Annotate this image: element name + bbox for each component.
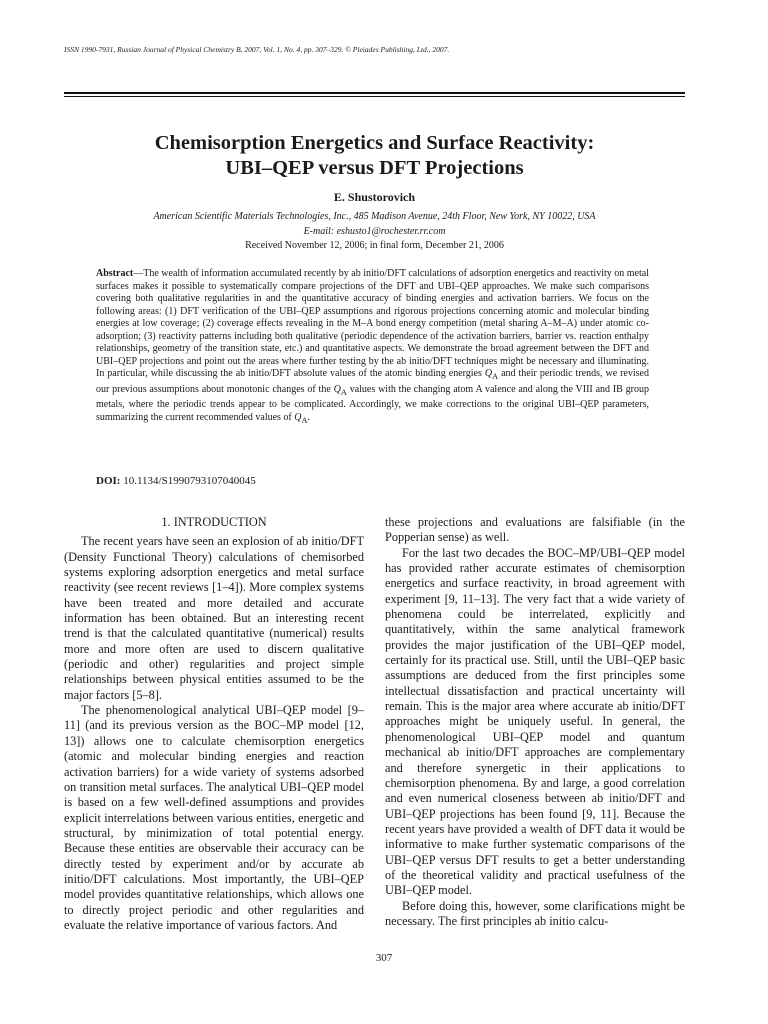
section-heading: 1. INTRODUCTION	[161, 515, 267, 529]
page-number: 307	[375, 952, 393, 964]
paragraph: these projections and evaluations are falsifiable (in the Popperian sense) as well.	[385, 515, 685, 545]
subscript-a: A	[301, 416, 308, 426]
journal-citation: ISSN 1990-7931, Russian Journal of Physical Chemistry B, 2007, Vol. 1, No. 4, pp. 307–329. © Pleiades Publishing, Ltd., 2007.	[64, 45, 450, 54]
title-line-1: Chemisorption Energetics and Surface Reactivity:	[154, 132, 595, 154]
abstract-label: Abstract	[96, 268, 134, 279]
paragraph: The recent years have seen an explosion of ab initio/DFT (Density Functional Theory) calculations of chemisorbed systems exploring adsorption energetics and metal surface reactivity (see recent reviews [1–4]). More complex systems have been treated and more detailed and accurate information has been obtained. But an interesting recent trend is that the calculated quantitative (numerical) results more and more often are used to discern qualitative (periodic and other) regularities and project simple relationships between physical entities assumed to be the major factors [5–8].	[64, 534, 364, 702]
doi-label: DOI:	[96, 475, 121, 487]
abstract-text-3: values with the changing atom A valence and along the VIII and IB group metals, where the periodic trends appear to be complicated. Accordingly, we make corrections to the original UBI–QEP parameters, summarizing the current recommended values of	[96, 383, 649, 424]
header-rule-thick	[64, 92, 685, 94]
symbol-q: Q	[484, 368, 493, 380]
doi-line	[96, 475, 256, 487]
title-line-2: UBI–QEP versus DFT Projections	[225, 157, 524, 179]
abstract	[96, 268, 649, 428]
article-title	[64, 131, 685, 181]
doi-link[interactable]: 10.1134/S1990793107040045	[123, 475, 256, 487]
abstract-dash: —	[133, 268, 144, 279]
right-column	[385, 515, 685, 929]
received-dates: Received November 12, 2006; in final form, December 21, 2006	[245, 240, 504, 251]
affiliation: American Scientific Materials Technologies, Inc., 485 Madison Avenue, 24th Floor, New York, NY 10022, USA	[153, 211, 596, 222]
paragraph: For the last two decades the BOC–MP/UBI–QEP model has provided rather accurate estimates of chemisorption energetics and surface reactivity, in broad agreement with experiment [9, 11–13]. The very fact that a wide variety of phenomena could be interrelated, explicitly and quantitatively, within the same analytical framework provides the major justification of the UBI–QEP model, certainly for its practical use. Still, until the UBI–QEP basic assumptions are deduced from the first principles some intellectual dissatisfaction and practical uncertainty will remain. This is the major area where accurate ab initio/DFT approaches might be uniquely useful. In general, the phenomenological UBI–QEP model and quantum mechanical ab initio/DFT approaches are complementary and therefore synergetic in their applications to chemisorption phenomena. By and large, a good correlation and even numerical closeness between ab initio/DFT and UBI–QEP projections has been found [9, 11]. Because the recent years have provided a wealth of DFT data it would be informative to make further systematic comparisons of the UBI–QEP versus DFT results to get a better understanding of the theoretical validity and practical usefulness of the UBI–QEP model.	[385, 545, 685, 898]
paragraph: Before doing this, however, some clarifications might be necessary. The first principles ab initio calcu-	[385, 898, 685, 928]
author-affiliation-block	[64, 209, 685, 239]
abstract-text-2: and their periodic trends, we revised our previous assumptions about monotonic changes of the	[96, 368, 649, 395]
paragraph: The phenomenological analytical UBI–QEP model [9–11] (and its previous version as the BOC–MP model [12, 13]) allows one to calculate chemisorption energetics (atomic and molecular binding energies and reaction activation barriers) for a wide variety of systems adsorbed on transition metal surfaces. The analytical UBI–QEP model is based on a few well-defined assumptions and provides explicit interrelations between various entities, energetic and structural, by minimization of total potential energy. Because these entities are observable their accuracy can be directly tested by experiment and/or by accurate ab initio/DFT calculations. Most importantly, the UBI–QEP model provides quantitative relationships, which allows one to directly project periodic and other regularities and evaluate the relative importance of various factors. And	[64, 703, 364, 932]
abstract-text-1: The wealth of information accumulated recently by ab initio/DFT calculations of adsorption energetics and reactivity on metal surfaces makes it possible to systematically compare projections of the DFT and UBI–QEP approaches. We make such comparisons covering both qualitative regularities in and the quantitative accuracy of binding energies and activation barriers. We focus on the following areas: (1) DFT verification of the UBI–QEP assumptions and rigorous projections concerning atomic and molecular binding energies at low coverage; (2) coverage effects revealing in the M–A bond energy competition (metal sharing A–M–A) under atomic co-adsorption; (3) reactivity patterns including both qualitative (periodic dependence of the activation barriers, barrier vs. reaction enthalpy relationships, geometry of the transition state, etc.) and quantitative aspects. We demonstrate the broad agreement between the DFT and UBI–QEP projections and point out the areas where further testing by the ab initio/DFT techniques might be necessary and illuminating. In particular, while discussing the ab initio/DFT absolute values of the atomic binding energies	[96, 268, 649, 380]
author-email: E-mail: eshusto1@rochester.rr.com	[303, 226, 446, 237]
abstract-period: .	[307, 412, 311, 424]
subscript-a: A	[340, 387, 347, 397]
subscript-a: A	[492, 372, 499, 382]
header-rule-thin	[64, 96, 685, 97]
symbol-q: Q	[294, 412, 302, 424]
left-column	[64, 515, 364, 933]
symbol-q: Q	[333, 383, 341, 395]
author-name: E. Shustorovich	[333, 190, 416, 204]
